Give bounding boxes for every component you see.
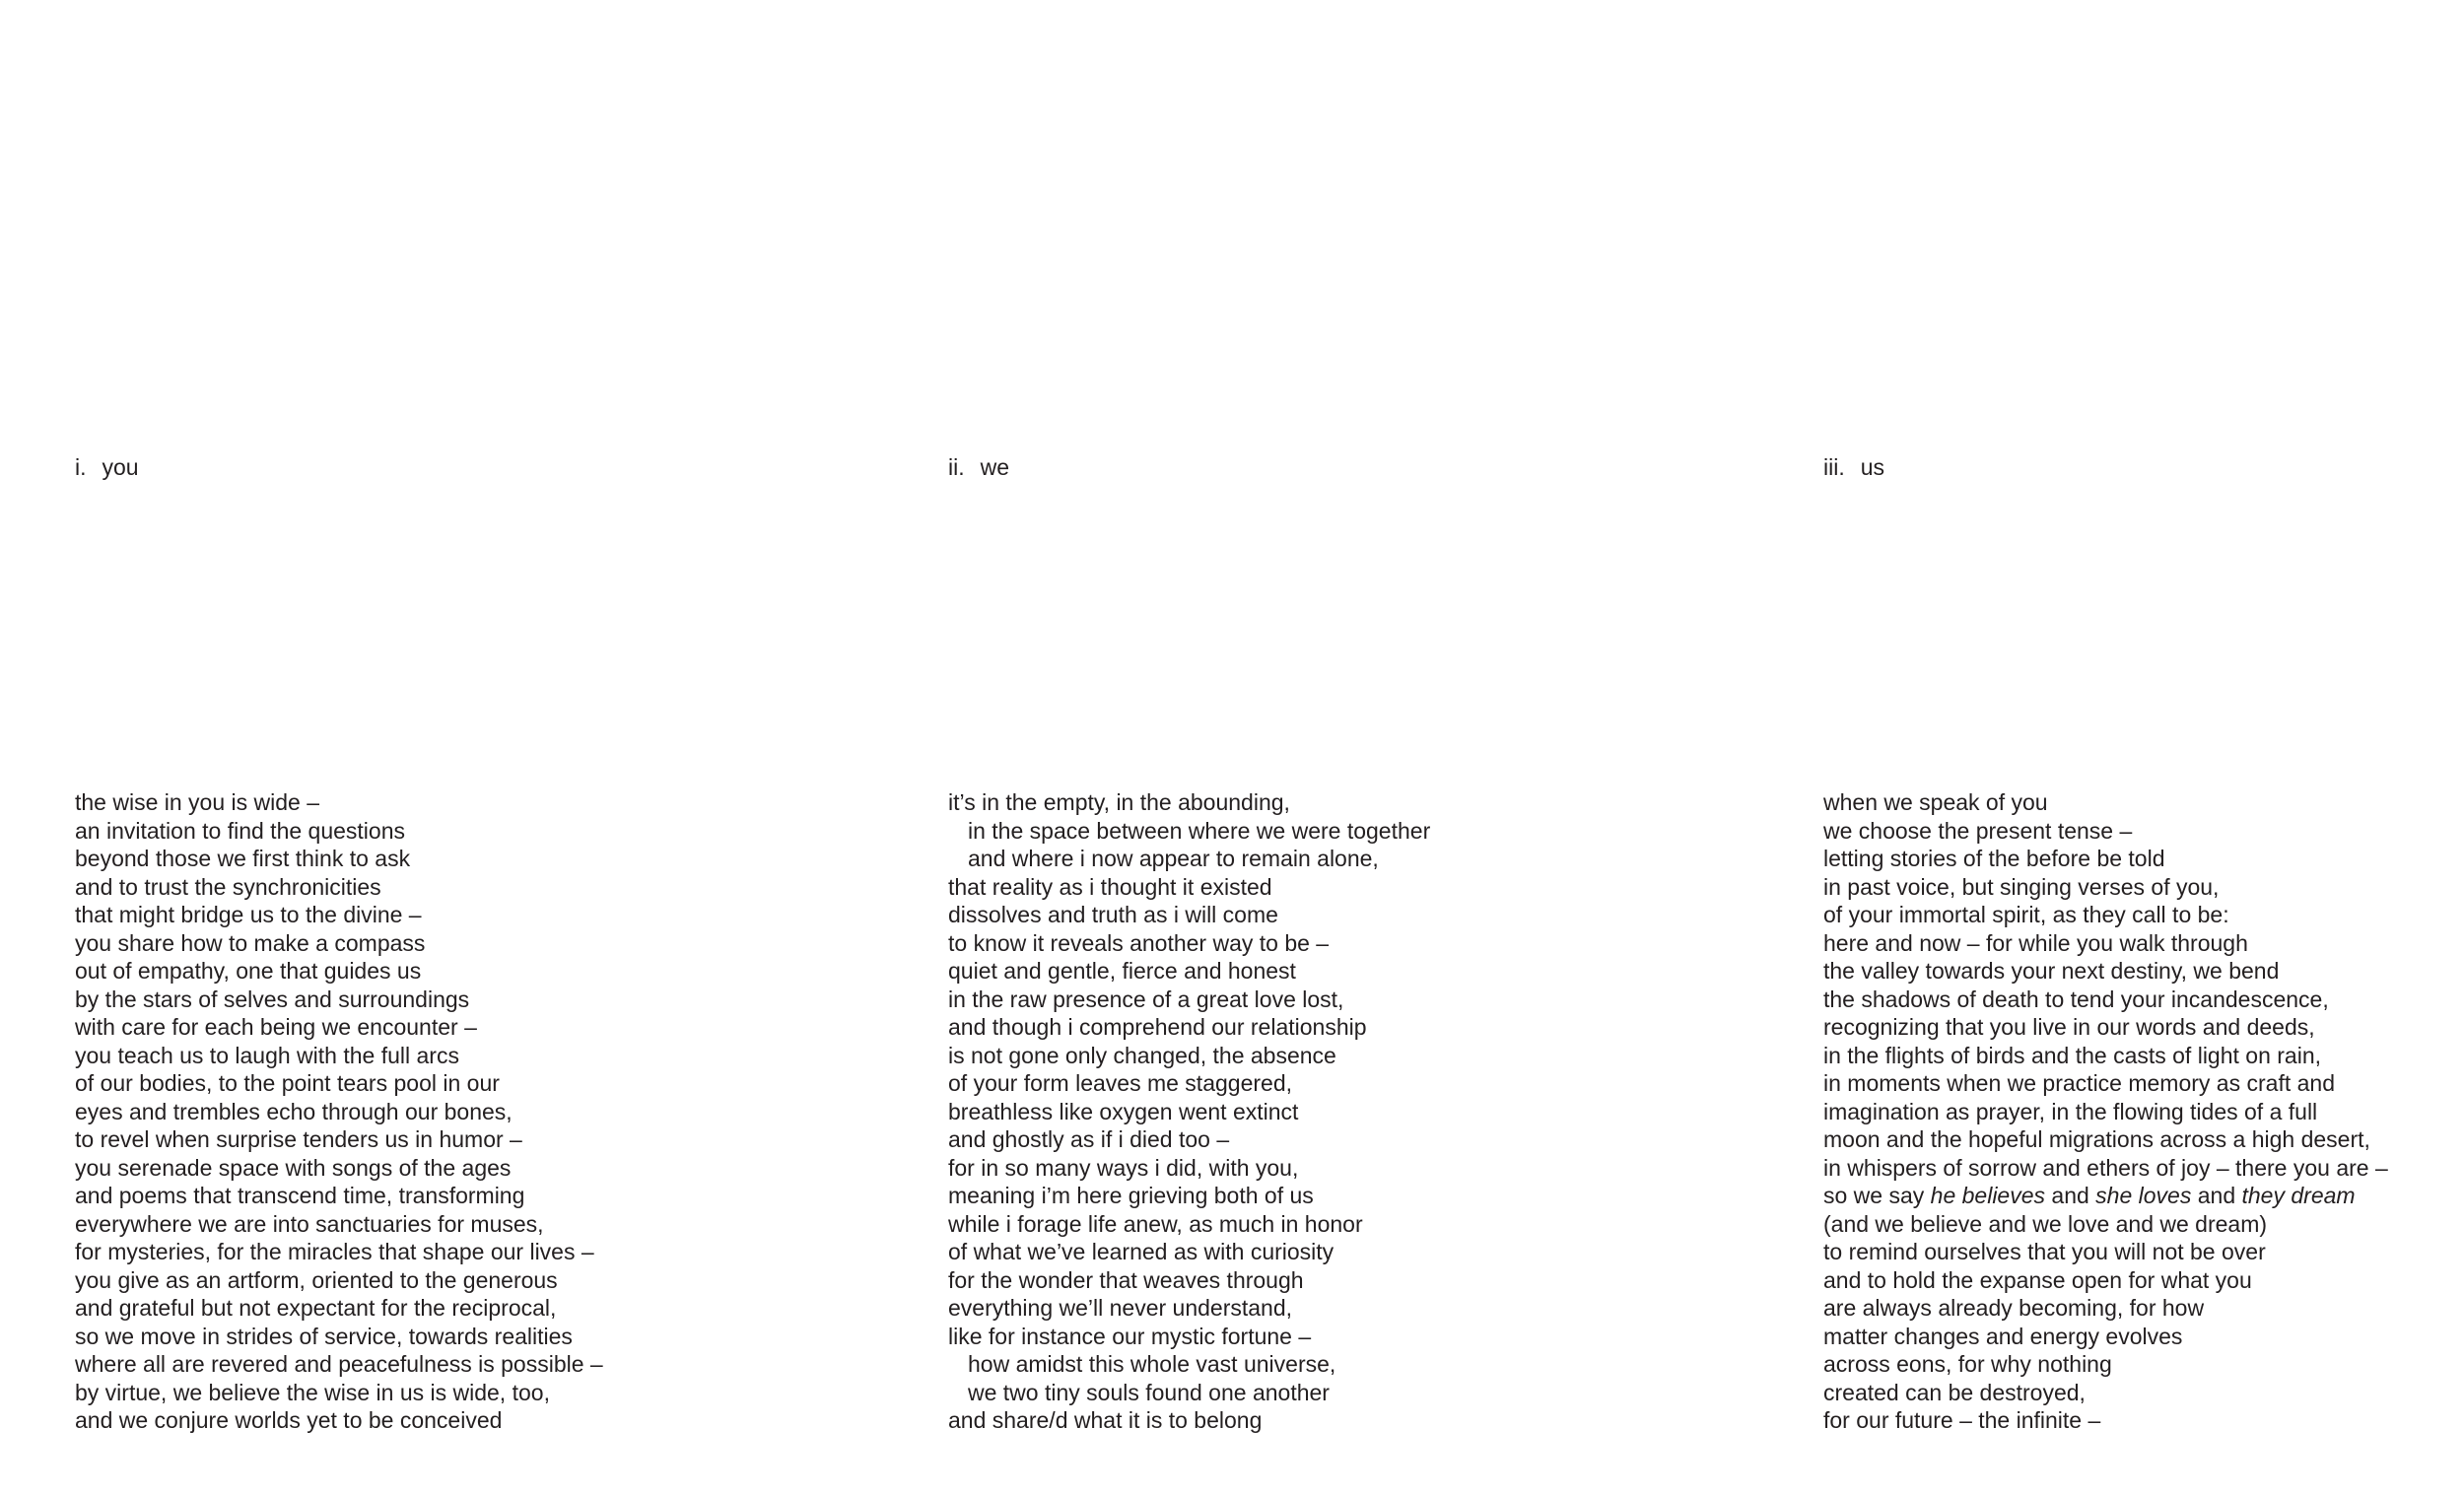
poem-line: of your form leaves me staggered, [948,1070,1292,1096]
poem-line: you serenade space with songs of the ages [75,1154,512,1181]
poem-line-segment: and [2191,1183,2242,1208]
poem-line: you give as an artform, oriented to the generous [75,1266,558,1293]
poem-line: you share how to make a compass [75,929,426,956]
poem-line: the shadows of death to tend your incandescence, [1823,986,2329,1012]
poem-line: in past voice, but singing verses of you, [1823,873,2220,900]
poem-line: with care for each being we encounter – [75,1014,477,1040]
poem-line [1823,1182,2388,1210]
poem-line: meaning i’m here grieving both of us [948,1183,1314,1208]
poem-line: everything we’ll never understand, [948,1295,1293,1321]
poem-line: in the space between where we were together [968,817,1431,844]
poem-line: in whispers of sorrow and ethers of joy – there you are – [1823,1154,2388,1181]
poem-line: and share/d what it is to belong [948,1407,1263,1433]
poem-line: like for instance our mystic fortune – [948,1323,1312,1349]
poem-line: how amidst this whole vast universe, [968,1351,1336,1377]
poem-line: we two tiny souls found one another [968,1379,1330,1405]
poem-line: created can be destroyed, [1823,1379,2086,1405]
poem-line: breathless like oxygen went extinct [948,1098,1299,1124]
poem-line: by the stars of selves and surroundings [75,986,470,1012]
poem-line: quiet and gentle, fierce and honest [948,958,1296,984]
poem-line: and to trust the synchronicities [75,873,381,900]
poem-line: where all are revered and peacefulness is possible – [75,1351,603,1377]
poem-line: and though i comprehend our relationship [948,1014,1367,1040]
poem-stanza [948,788,1430,1435]
section-numeral: iii. [1823,454,1845,480]
poem-line: eyes and trembles echo through our bones, [75,1098,513,1124]
poem-line: when we speak of you [1823,789,2048,815]
poem-line: and where i now appear to remain alone, [968,846,1379,871]
poem-line: and to hold the expanse open for what you [1823,1266,2252,1293]
section-heading [948,451,1009,483]
poem-line: an invitation to find the questions [75,817,406,844]
poem-line: (and we believe and we love and we dream) [1823,1210,2268,1237]
poem-line: imagination as prayer, in the flowing tides of a full [1823,1098,2318,1124]
poem-line: in moments when we practice memory as craft and [1823,1070,2335,1096]
poem-line: to remind ourselves that you will not be over [1823,1239,2266,1264]
poem-line: to revel when surprise tenders us in humor – [75,1126,522,1152]
poem-line: everywhere we are into sanctuaries for muses, [75,1210,544,1237]
poem-line: and poems that transcend time, transforming [75,1183,525,1208]
poem-line: moon and the hopeful migrations across a high desert, [1823,1126,2370,1152]
section-heading [75,451,139,483]
poem-line: by virtue, we believe the wise in us is wide, too, [75,1379,550,1405]
poem-line: in the raw presence of a great love lost, [948,986,1344,1012]
poem-line-italic-segment: he believes [1930,1183,2046,1208]
poem-line: it’s in the empty, in the abounding, [948,789,1290,815]
poem-line: the valley towards your next destiny, we bend [1823,958,2280,984]
section-title: we [980,454,1010,480]
poem-line: of our bodies, to the point tears pool in our [75,1070,500,1096]
section-numeral: i. [75,454,87,480]
poem-line: letting stories of the before be told [1823,846,2165,871]
poem-line: while i forage life anew, as much in honor [948,1210,1363,1237]
poem-line: are always already becoming, for how [1823,1295,2205,1321]
section-title: us [1860,454,1885,480]
poem-line: we choose the present tense – [1823,817,2133,844]
poem-line: you teach us to laugh with the full arcs [75,1042,459,1068]
poem-line: that reality as i thought it existed [948,873,1272,900]
poem-stanza [75,788,603,1435]
poem-line-segment: so we say [1823,1183,1931,1208]
poem-line: and ghostly as if i died too – [948,1126,1230,1152]
poem-line: here and now – for while you walk through [1823,929,2248,956]
poem-line: to know it reveals another way to be – [948,929,1330,956]
poem-line: for the wonder that weaves through [948,1266,1304,1293]
poem-line: of what we’ve learned as with curiosity [948,1239,1335,1264]
poem-line: for our future – the infinite – [1823,1407,2101,1433]
section-title: you [102,454,139,480]
poem-line: beyond those we first think to ask [75,846,411,871]
poem-line-segment: and [2045,1183,2096,1208]
poem-line-italic-segment: she loves [2095,1183,2192,1208]
poem-line: across eons, for why nothing [1823,1351,2112,1377]
poem-line: that might bridge us to the divine – [75,902,422,927]
poem-line: and we conjure worlds yet to be conceived [75,1407,503,1433]
poem-line: the wise in you is wide – [75,789,320,815]
section-numeral: ii. [948,454,965,480]
poem-line: recognizing that you live in our words and deeds, [1823,1014,2315,1040]
poem-line: matter changes and energy evolves [1823,1323,2183,1349]
poem-line: in the flights of birds and the casts of light on rain, [1823,1042,2322,1068]
poem-stanza [1823,788,2388,1435]
poem-line: and grateful but not expectant for the reciprocal, [75,1295,557,1321]
poem-line-italic-segment: they dream [2241,1183,2356,1208]
poem-line: so we move in strides of service, towards realities [75,1323,573,1349]
poem-line: for in so many ways i did, with you, [948,1154,1299,1181]
poem-line: is not gone only changed, the absence [948,1042,1336,1068]
poem-line: for mysteries, for the miracles that shape our lives – [75,1239,594,1264]
poem-line: dissolves and truth as i will come [948,902,1278,927]
poem-line: out of empathy, one that guides us [75,958,422,984]
poem-line: of your immortal spirit, as they call to be: [1823,902,2229,927]
section-heading [1823,451,1884,483]
